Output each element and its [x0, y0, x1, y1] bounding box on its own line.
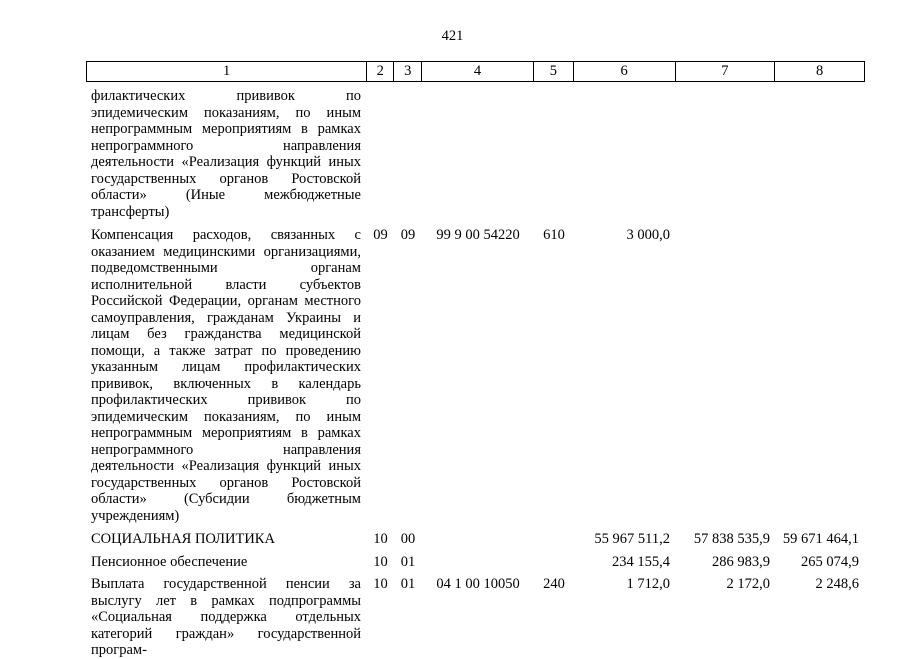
table-row — [86, 88, 865, 220]
row-section: 10 — [373, 576, 388, 592]
table-row — [86, 554, 865, 571]
row-expense-type: 240 — [543, 576, 565, 592]
row-amount-year1: 1 712,0 — [626, 576, 670, 592]
row-target-article: 99 9 00 54220 — [436, 227, 520, 243]
row-amount-year3 — [776, 227, 865, 524]
row-section: 10 — [373, 531, 388, 547]
column-header-2: 2 — [367, 62, 394, 81]
row-expense-type — [534, 88, 574, 220]
page-number: 421 — [441, 28, 464, 44]
row-description: Выплата государственной пенсии за выслугу лет в рамках подпрограммы «Социальная поддержка отдельных категорий граждан» государственной програм- — [91, 576, 361, 658]
column-header-6: 6 — [574, 62, 676, 81]
row-amount-year1: 3 000,0 — [626, 227, 670, 243]
row-description: Пенсионное обеспечение — [91, 553, 248, 570]
row-subsection: 00 — [400, 531, 416, 547]
row-amount-year2: 57 838 535,9 — [693, 531, 770, 547]
row-amount-year2 — [676, 227, 776, 524]
column-header-7: 7 — [676, 62, 776, 81]
row-amount-year3: 59 671 464,1 — [782, 531, 859, 547]
row-amount-year1: 234 155,4 — [612, 553, 670, 570]
row-amount-year2: 286 983,9 — [712, 553, 770, 570]
row-target-article — [422, 531, 534, 548]
table-row — [86, 227, 865, 524]
row-amount-year2 — [676, 88, 776, 220]
row-target-article — [422, 88, 534, 220]
column-header-4: 4 — [422, 62, 534, 81]
table-body — [86, 88, 865, 659]
column-header-5: 5 — [534, 62, 574, 81]
row-target-article — [422, 554, 534, 571]
row-amount-year1: 55 967 511,2 — [594, 531, 670, 547]
row-subsection: 01 — [400, 553, 416, 570]
row-subsection — [394, 88, 422, 220]
row-subsection: 01 — [400, 576, 416, 592]
row-section — [367, 88, 394, 220]
row-amount-year3: 2 248,6 — [815, 576, 859, 592]
row-amount-year1 — [574, 88, 676, 220]
row-description: СОЦИАЛЬНАЯ ПОЛИТИКА — [91, 531, 275, 547]
column-header-8: 8 — [816, 63, 824, 79]
column-header-1: 1 — [87, 62, 367, 81]
row-expense-type — [534, 531, 574, 548]
table-header — [86, 61, 865, 82]
row-section: 10 — [373, 553, 388, 570]
row-description: Компенсация расходов, связанных с оказанием медицинскими организациями, подведомственными органам исполнительной власти субъектов Российской Федерации, органам местного самоуправления, гражданам Украины и лицам без гражданства медицинской помощи, а также затрат по проведению указанным лицам профилактических прививок, включенных в календарь профилактических прививок по эпидемическим показаниям, по иным непрограммным мероприятиям в рамках непрограммного направления деятельности «Реализация функций иных государственных органов Ростовской области» (Субсидии бюджетным учреждениям) — [91, 227, 361, 524]
row-amount-year3 — [776, 88, 865, 220]
table-row — [86, 576, 865, 659]
row-amount-year3: 265 074,9 — [801, 553, 859, 570]
row-expense-type — [534, 554, 574, 571]
table-row — [86, 531, 865, 548]
row-amount-year2: 2 172,0 — [726, 576, 770, 592]
row-section: 09 — [373, 227, 388, 243]
row-expense-type: 610 — [543, 227, 565, 243]
row-target-article: 04 1 00 10050 — [436, 576, 520, 592]
column-header-3: 3 — [394, 62, 422, 81]
row-description: филактических прививок по эпидемическим показаниям, по иным непрограммным мероприятиям в рамках непрограммного направления деятельности «Реализация функций иных государственных органов Ростовской области» (Иные межбюджетные трансферты) — [91, 88, 361, 220]
row-subsection: 09 — [400, 227, 416, 243]
